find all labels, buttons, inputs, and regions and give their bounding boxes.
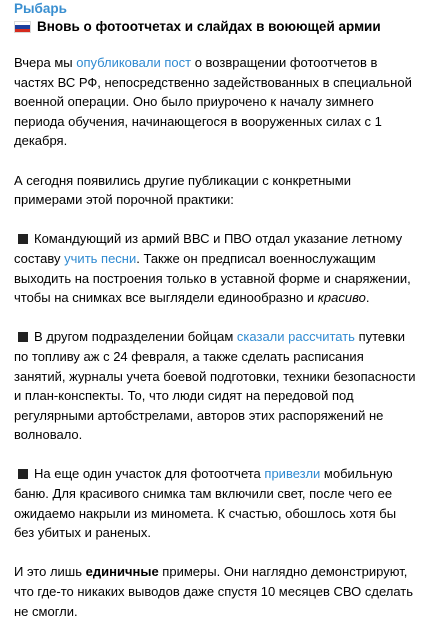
link-brought[interactable]: привезли [264,466,321,482]
post-title: Вновь о фотоотчетах и слайдах в воюющей армии [37,19,381,34]
text: примеры. Они наглядно демонстрируют, что где-то никаких выводов даже спустя 10 месяцев СВО сделать не смогли. [14,564,414,619]
russia-flag-icon [14,21,31,33]
bold-text: единичные [85,564,159,580]
text: И это лишь [14,564,86,580]
post-title-row [14,17,381,37]
text: А сегодня появились другие публикации с конкретными примерами этой порочной практики: [14,172,351,208]
paragraph-intro [14,53,418,151]
text: . [365,290,370,306]
text: На еще один участок для фотоотчета [34,466,265,482]
paragraph-examples-intro [14,171,418,210]
paragraph-example-2 [14,327,418,445]
text: путевки по топливу аж с 24 февраля, а также сделать расписания занятий, журналы учета боевой подготовки, техники безопасности и план-конспекты. То, что люди сидят на передовой под регулярными артобстрелами, авторов этих распоряжений не волновало. [14,329,416,443]
paragraph-example-3 [14,464,418,542]
paragraph-example-1 [14,229,418,307]
channel-name[interactable]: Рыбарь [14,1,67,16]
link-told-to-calculate[interactable]: сказали рассчитать [236,329,355,345]
post-body [14,53,418,641]
italic-text: красиво [317,290,366,306]
black-square-icon [18,234,28,244]
text: Командующий из армий ВВС и ПВО отдал указание летному составу [14,231,403,266]
text: о возвращении фотоотчетов в частях ВС РФ, непосредственно задействованных в специальной военной операции. Оно было приурочено к началу зимнего периода обучения, начинающегося в вооруженных силах с 1 декабря. [14,55,412,149]
text: . Также он предписал военнослужащим выходить на построения только в уставной форме и снаряжении, чтобы на снимках все выглядели единообразно и [14,250,411,306]
black-square-icon [18,332,28,342]
paragraph-conclusion [14,562,418,621]
black-square-icon [18,469,28,479]
link-learn-songs[interactable]: учить песни [64,250,137,266]
text: В другом подразделении бойцам [34,329,237,345]
link-published-post[interactable]: опубликовали пост [76,55,192,70]
text: мобильную баню. Для красивого снимка там включили свет, после чего ее ожидаемо накрыли из миномета. К счастью, обошлось хотя бы без убитых и раненых. [14,466,397,541]
text: Вчера мы [14,55,77,70]
